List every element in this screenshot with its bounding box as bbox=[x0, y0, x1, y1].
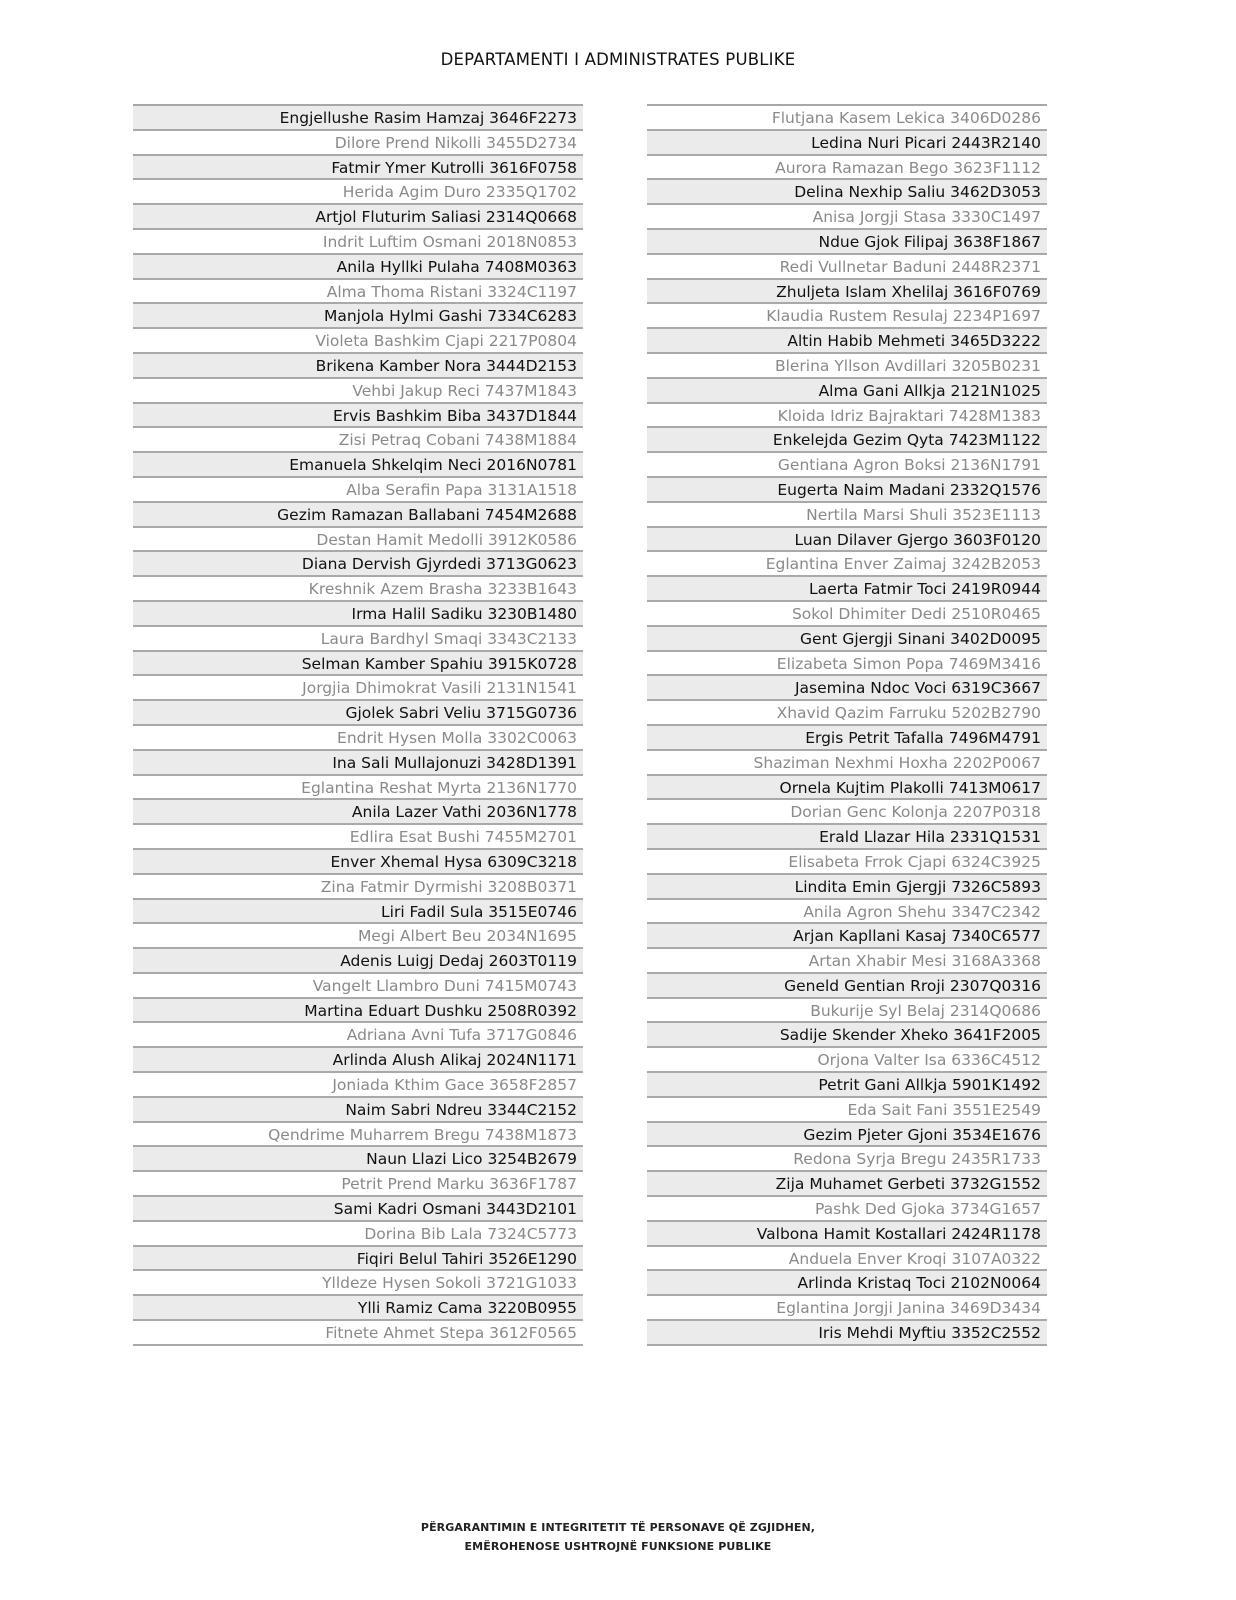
list-item: Delina Nexhip Saliu 3462D3053 bbox=[647, 180, 1047, 205]
list-item: Anila Lazer Vathi 2036N1778 bbox=[133, 800, 583, 825]
list-item: Orjona Valter Isa 6336C4512 bbox=[647, 1048, 1047, 1073]
list-item: Dilore Prend Nikolli 3455D2734 bbox=[133, 131, 583, 156]
document-footer bbox=[0, 1518, 1236, 1556]
list-item: Sami Kadri Osmani 3443D2101 bbox=[133, 1197, 583, 1222]
list-item: Lindita Emin Gjergji 7326C5893 bbox=[647, 875, 1047, 900]
list-item: Elizabeta Simon Popa 7469M3416 bbox=[647, 652, 1047, 677]
name-list-right-column bbox=[647, 104, 1047, 1346]
list-item: Zisi Petraq Cobani 7438M1884 bbox=[133, 428, 583, 453]
list-item: Gentiana Agron Boksi 2136N1791 bbox=[647, 453, 1047, 478]
list-item: Pashk Ded Gjoka 3734G1657 bbox=[647, 1197, 1047, 1222]
list-item: Eglantina Enver Zaimaj 3242B2053 bbox=[647, 552, 1047, 577]
list-item: Ervis Bashkim Biba 3437D1844 bbox=[133, 404, 583, 429]
list-item: Selman Kamber Spahiu 3915K0728 bbox=[133, 652, 583, 677]
list-item: Enver Xhemal Hysa 6309C3218 bbox=[133, 850, 583, 875]
list-item: Valbona Hamit Kostallari 2424R1178 bbox=[647, 1222, 1047, 1247]
list-item: Gezim Pjeter Gjoni 3534E1676 bbox=[647, 1123, 1047, 1148]
list-item: Gent Gjergji Sinani 3402D0095 bbox=[647, 627, 1047, 652]
list-item: Artan Xhabir Mesi 3168A3368 bbox=[647, 949, 1047, 974]
list-item: Arlinda Kristaq Toci 2102N0064 bbox=[647, 1271, 1047, 1296]
list-item: Kreshnik Azem Brasha 3233B1643 bbox=[133, 577, 583, 602]
list-item: Eugerta Naim Madani 2332Q1576 bbox=[647, 478, 1047, 503]
list-item: Naim Sabri Ndreu 3344C2152 bbox=[133, 1098, 583, 1123]
list-item: Iris Mehdi Myftiu 3352C2552 bbox=[647, 1321, 1047, 1346]
list-item: Adriana Avni Tufa 3717G0846 bbox=[133, 1023, 583, 1048]
list-item: Enkelejda Gezim Qyta 7423M1122 bbox=[647, 428, 1047, 453]
list-item: Ledina Nuri Picari 2443R2140 bbox=[647, 131, 1047, 156]
list-item: Sokol Dhimiter Dedi 2510R0465 bbox=[647, 602, 1047, 627]
list-item: Manjola Hylmi Gashi 7334C6283 bbox=[133, 304, 583, 329]
list-item: Ylldeze Hysen Sokoli 3721G1033 bbox=[133, 1271, 583, 1296]
list-item: Anila Hyllki Pulaha 7408M0363 bbox=[133, 255, 583, 280]
list-item: Laura Bardhyl Smaqi 3343C2133 bbox=[133, 627, 583, 652]
list-item: Ina Sali Mullajonuzi 3428D1391 bbox=[133, 751, 583, 776]
document-title: DEPARTAMENTI I ADMINISTRATES PUBLIKE bbox=[440, 50, 796, 69]
list-item: Klaudia Rustem Resulaj 2234P1697 bbox=[647, 304, 1047, 329]
list-item: Artjol Fluturim Saliasi 2314Q0668 bbox=[133, 205, 583, 230]
list-item: Zina Fatmir Dyrmishi 3208B0371 bbox=[133, 875, 583, 900]
list-item: Herida Agim Duro 2335Q1702 bbox=[133, 180, 583, 205]
footer-line-1: PËRGARANTIMIN E INTEGRITETIT TË PERSONAVE QË ZGJIDHEN, bbox=[420, 1521, 816, 1534]
list-item: Blerina Yllson Avdillari 3205B0231 bbox=[647, 354, 1047, 379]
list-item: Elisabeta Frrok Cjapi 6324C3925 bbox=[647, 850, 1047, 875]
list-item: Qendrime Muharrem Bregu 7438M1873 bbox=[133, 1123, 583, 1148]
list-item: Vehbi Jakup Reci 7437M1843 bbox=[133, 379, 583, 404]
list-item: Edlira Esat Bushi 7455M2701 bbox=[133, 825, 583, 850]
list-item: Fiqiri Belul Tahiri 3526E1290 bbox=[133, 1247, 583, 1272]
list-item: Dorina Bib Lala 7324C5773 bbox=[133, 1222, 583, 1247]
list-item: Ylli Ramiz Cama 3220B0955 bbox=[133, 1296, 583, 1321]
list-item: Xhavid Qazim Farruku 5202B2790 bbox=[647, 701, 1047, 726]
list-item: Alba Serafin Papa 3131A1518 bbox=[133, 478, 583, 503]
list-item: Irma Halil Sadiku 3230B1480 bbox=[133, 602, 583, 627]
name-list-left-column bbox=[133, 104, 583, 1346]
list-item: Anila Agron Shehu 3347C2342 bbox=[647, 900, 1047, 925]
list-item: Fitnete Ahmet Stepa 3612F0565 bbox=[133, 1321, 583, 1346]
list-item: Erald Llazar Hila 2331Q1531 bbox=[647, 825, 1047, 850]
list-item: Emanuela Shkelqim Neci 2016N0781 bbox=[133, 453, 583, 478]
list-item: Eglantina Reshat Myrta 2136N1770 bbox=[133, 776, 583, 801]
list-item: Redona Syrja Bregu 2435R1733 bbox=[647, 1147, 1047, 1172]
list-item: Anisa Jorgji Stasa 3330C1497 bbox=[647, 205, 1047, 230]
list-item: Zhuljeta Islam Xhelilaj 3616F0769 bbox=[647, 280, 1047, 305]
list-item: Naun Llazi Lico 3254B2679 bbox=[133, 1147, 583, 1172]
footer-line-2: EMËROHENOSE USHTROJNË FUNKSIONE PUBLIKE bbox=[464, 1540, 772, 1553]
list-item: Ergis Petrit Tafalla 7496M4791 bbox=[647, 726, 1047, 751]
list-item: Ndue Gjok Filipaj 3638F1867 bbox=[647, 230, 1047, 255]
list-item: Shaziman Nexhmi Hoxha 2202P0067 bbox=[647, 751, 1047, 776]
list-item: Eglantina Jorgji Janina 3469D3434 bbox=[647, 1296, 1047, 1321]
list-item: Nertila Marsi Shuli 3523E1113 bbox=[647, 503, 1047, 528]
list-item: Megi Albert Beu 2034N1695 bbox=[133, 924, 583, 949]
list-item: Joniada Kthim Gace 3658F2857 bbox=[133, 1073, 583, 1098]
list-item: Anduela Enver Kroqi 3107A0322 bbox=[647, 1247, 1047, 1272]
list-item: Geneld Gentian Rroji 2307Q0316 bbox=[647, 974, 1047, 999]
list-item: Sadije Skender Xheko 3641F2005 bbox=[647, 1023, 1047, 1048]
list-item: Redi Vullnetar Baduni 2448R2371 bbox=[647, 255, 1047, 280]
list-item: Indrit Luftim Osmani 2018N0853 bbox=[133, 230, 583, 255]
list-item: Petrit Prend Marku 3636F1787 bbox=[133, 1172, 583, 1197]
list-item: Brikena Kamber Nora 3444D2153 bbox=[133, 354, 583, 379]
list-item: Flutjana Kasem Lekica 3406D0286 bbox=[647, 106, 1047, 131]
list-item: Liri Fadil Sula 3515E0746 bbox=[133, 900, 583, 925]
list-item: Laerta Fatmir Toci 2419R0944 bbox=[647, 577, 1047, 602]
list-item: Alma Gani Allkja 2121N1025 bbox=[647, 379, 1047, 404]
list-item: Altin Habib Mehmeti 3465D3222 bbox=[647, 329, 1047, 354]
list-item: Arlinda Alush Alikaj 2024N1171 bbox=[133, 1048, 583, 1073]
list-item: Gjolek Sabri Veliu 3715G0736 bbox=[133, 701, 583, 726]
list-item: Engjellushe Rasim Hamzaj 3646F2273 bbox=[133, 106, 583, 131]
list-item: Zija Muhamet Gerbeti 3732G1552 bbox=[647, 1172, 1047, 1197]
list-item: Eda Sait Fani 3551E2549 bbox=[647, 1098, 1047, 1123]
list-item: Alma Thoma Ristani 3324C1197 bbox=[133, 280, 583, 305]
list-item: Ornela Kujtim Plakolli 7413M0617 bbox=[647, 776, 1047, 801]
list-item: Violeta Bashkim Cjapi 2217P0804 bbox=[133, 329, 583, 354]
list-item: Kloida Idriz Bajraktari 7428M1383 bbox=[647, 404, 1047, 429]
list-item: Destan Hamit Medolli 3912K0586 bbox=[133, 528, 583, 553]
list-item: Petrit Gani Allkja 5901K1492 bbox=[647, 1073, 1047, 1098]
list-item: Luan Dilaver Gjergo 3603F0120 bbox=[647, 528, 1047, 553]
list-item: Arjan Kapllani Kasaj 7340C6577 bbox=[647, 924, 1047, 949]
list-item: Aurora Ramazan Bego 3623F1112 bbox=[647, 156, 1047, 181]
list-item: Fatmir Ymer Kutrolli 3616F0758 bbox=[133, 156, 583, 181]
list-item: Jorgjia Dhimokrat Vasili 2131N1541 bbox=[133, 676, 583, 701]
list-item: Endrit Hysen Molla 3302C0063 bbox=[133, 726, 583, 751]
list-item: Martina Eduart Dushku 2508R0392 bbox=[133, 999, 583, 1024]
list-item: Gezim Ramazan Ballabani 7454M2688 bbox=[133, 503, 583, 528]
list-item: Bukurije Syl Belaj 2314Q0686 bbox=[647, 999, 1047, 1024]
list-item: Dorian Genc Kolonja 2207P0318 bbox=[647, 800, 1047, 825]
list-item: Adenis Luigj Dedaj 2603T0119 bbox=[133, 949, 583, 974]
list-item: Vangelt Llambro Duni 7415M0743 bbox=[133, 974, 583, 999]
list-item: Jasemina Ndoc Voci 6319C3667 bbox=[647, 676, 1047, 701]
list-item: Diana Dervish Gjyrdedi 3713G0623 bbox=[133, 552, 583, 577]
